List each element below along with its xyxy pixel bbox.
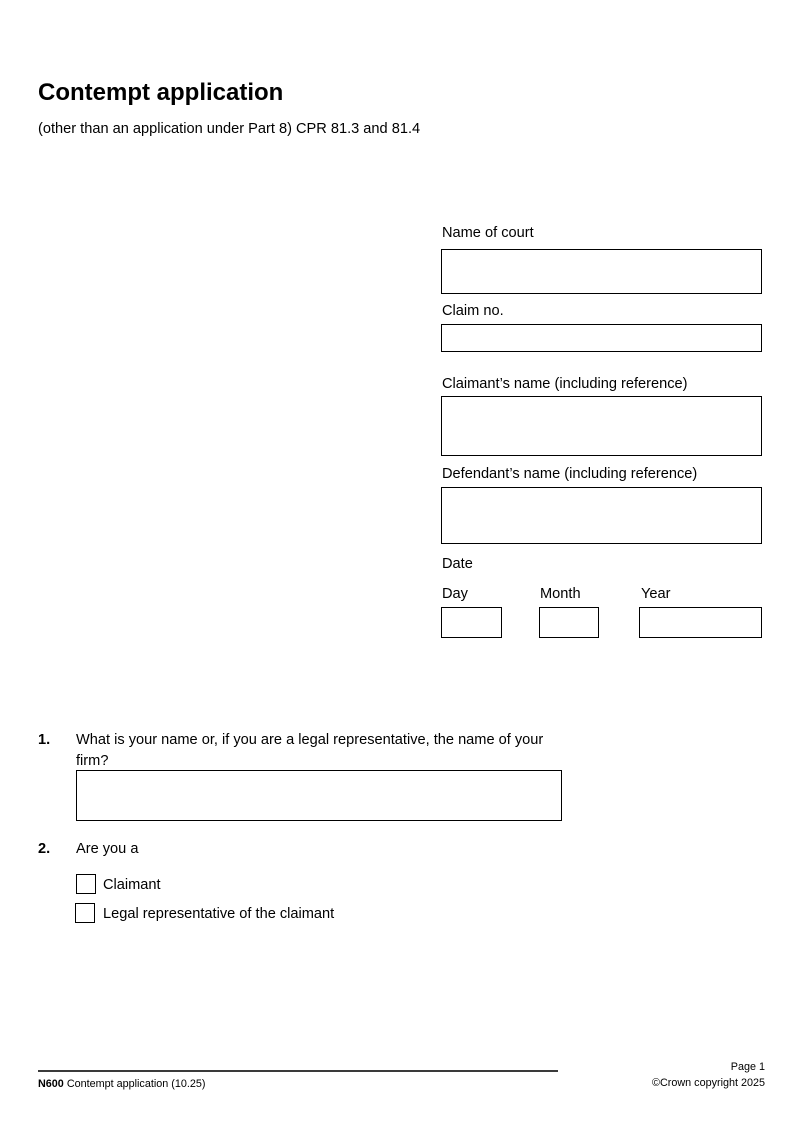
footer-form-code: N600 (38, 1078, 64, 1090)
claimant-name-input[interactable] (441, 396, 762, 456)
legal-representative-checkbox[interactable] (75, 903, 95, 923)
date-label: Date (442, 556, 473, 572)
claim-no-input[interactable] (441, 324, 762, 352)
year-label: Year (641, 586, 671, 602)
name-of-court-input[interactable] (441, 249, 762, 294)
day-input[interactable] (441, 607, 502, 638)
month-label: Month (540, 586, 581, 602)
claimant-name-label: Claimant’s name (including reference) (442, 376, 688, 392)
claim-no-label: Claim no. (442, 303, 504, 319)
page-number: Page 1 (730, 1061, 765, 1073)
question-2-text: Are you a (76, 841, 139, 857)
name-of-court-label: Name of court (442, 225, 534, 241)
day-label: Day (442, 586, 468, 602)
page-subtitle: (other than an application under Part 8) CPR 81.3 and 81.4 (38, 121, 421, 137)
defendant-name-label: Defendant’s name (including reference) (442, 466, 698, 482)
applicant-name-input[interactable] (76, 770, 562, 821)
question-1-text: What is your name or, if you are a legal representative, the name of your firm? (76, 732, 544, 769)
question-1-number: 1. (38, 732, 51, 748)
claimant-checkbox[interactable] (76, 874, 96, 894)
legal-representative-checkbox-label: Legal representative of the claimant (103, 906, 335, 922)
footer-divider (38, 1070, 558, 1072)
question-2-number: 2. (38, 841, 51, 857)
copyright-notice: ©Crown copyright 2025 (652, 1077, 765, 1089)
footer-form-id (38, 1078, 205, 1091)
defendant-name-input[interactable] (441, 487, 762, 544)
claimant-checkbox-label: Claimant (103, 877, 161, 893)
month-input[interactable] (539, 607, 599, 638)
year-input[interactable] (639, 607, 762, 638)
page-title: Contempt application (38, 79, 284, 106)
footer-form-title: Contempt application (10.25) (66, 1078, 206, 1090)
